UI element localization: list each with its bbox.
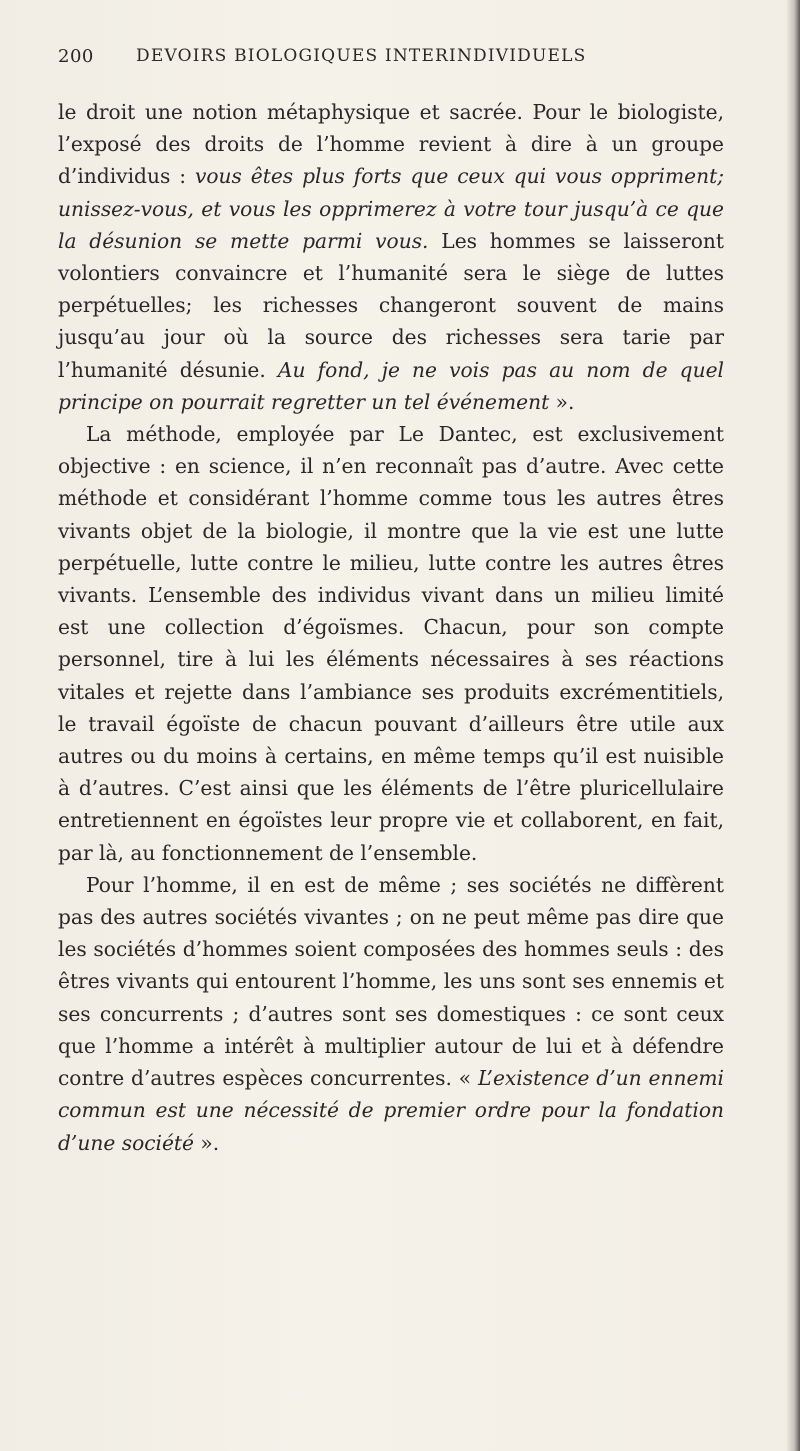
italic-segment: Au fond, je ne vois pas au nom de quel principe on pourrait regretter un tel événement [58, 357, 724, 414]
text-segment: ». [549, 389, 575, 414]
paragraph-3 [58, 869, 724, 1159]
body-text [58, 96, 724, 1159]
page-number: 200 [58, 46, 94, 67]
paragraph-2 [58, 418, 724, 869]
paragraph-1 [58, 96, 724, 418]
text-segment: ». [194, 1130, 220, 1155]
text-segment: Pour l’homme, il en est de même ; ses sociétés ne diffèrent pas des autres sociétés vivantes ; on ne peut même pas dire que les sociétés d’hommes soient composées des hommes seuls : des êtres vivants qui entourent l’homme, les uns sont ses ennemis et ses concurrents ; d’autres sont ses domestiques : ce sont ceux que l’homme a intérêt à multiplier autour de lui et à défendre contre d’autres espèces concurrentes. « [58, 872, 724, 1091]
running-head [58, 46, 738, 76]
text-segment: le droit une notion métaphysique et sacrée. Pour le biologiste, l’exposé des droits de l’homme revient à dire à un groupe d’individus : [58, 100, 724, 189]
text-segment: Les hommes se laisseront volontiers convaincre et l’humanité sera le siège de luttes perpétuelles; les richesses changeront souvent de mains jusqu’au jour où la source des richesses sera tarie par l’humanité désunie. [58, 228, 725, 382]
italic-segment: L’existence d’un ennemi commun est une nécessité de premier ordre pour la fondation d’une société [58, 1066, 724, 1155]
text-segment: La méthode, employée par Le Dantec, est exclusivement objective : en science, il n’en reconnaît pas d’autre. Avec cette méthode et considérant l’homme comme tous les autres êtres vivants objet de la biologie, il montre que la vie est une lutte perpétuelle, lutte contre le milieu, lutte contre les autres êtres vivants. L’ensemble des individus vivant dans un milieu limité est une collection d’égoïsmes. Chacun, pour son compte personnel, tire à lui les éléments nécessaires à ses réactions vitales et rejette dans l’ambiance ses produits excrémentitiels, le travail égoïste de chacun pouvant d’ailleurs être utile aux autres ou du moins à certains, en même temps qu’il est nuisible à d’autres. C’est ainsi que les éléments de l’être pluricellulaire entretiennent en égoïstes leur propre vie et collaborent, en fait, par là, au fonctionnement de l’ensemble. [58, 422, 724, 865]
running-head-title: DEVOIRS BIOLOGIQUES INTERINDIVIDUELS [136, 46, 587, 66]
italic-segment: vous êtes plus forts que ceux qui vous oppriment; unissez-vous, et vous les opprimerez à votre tour jusqu’à ce que la désunion se mette parmi vous. [58, 164, 724, 253]
page-edge-shadow [786, 0, 800, 1451]
